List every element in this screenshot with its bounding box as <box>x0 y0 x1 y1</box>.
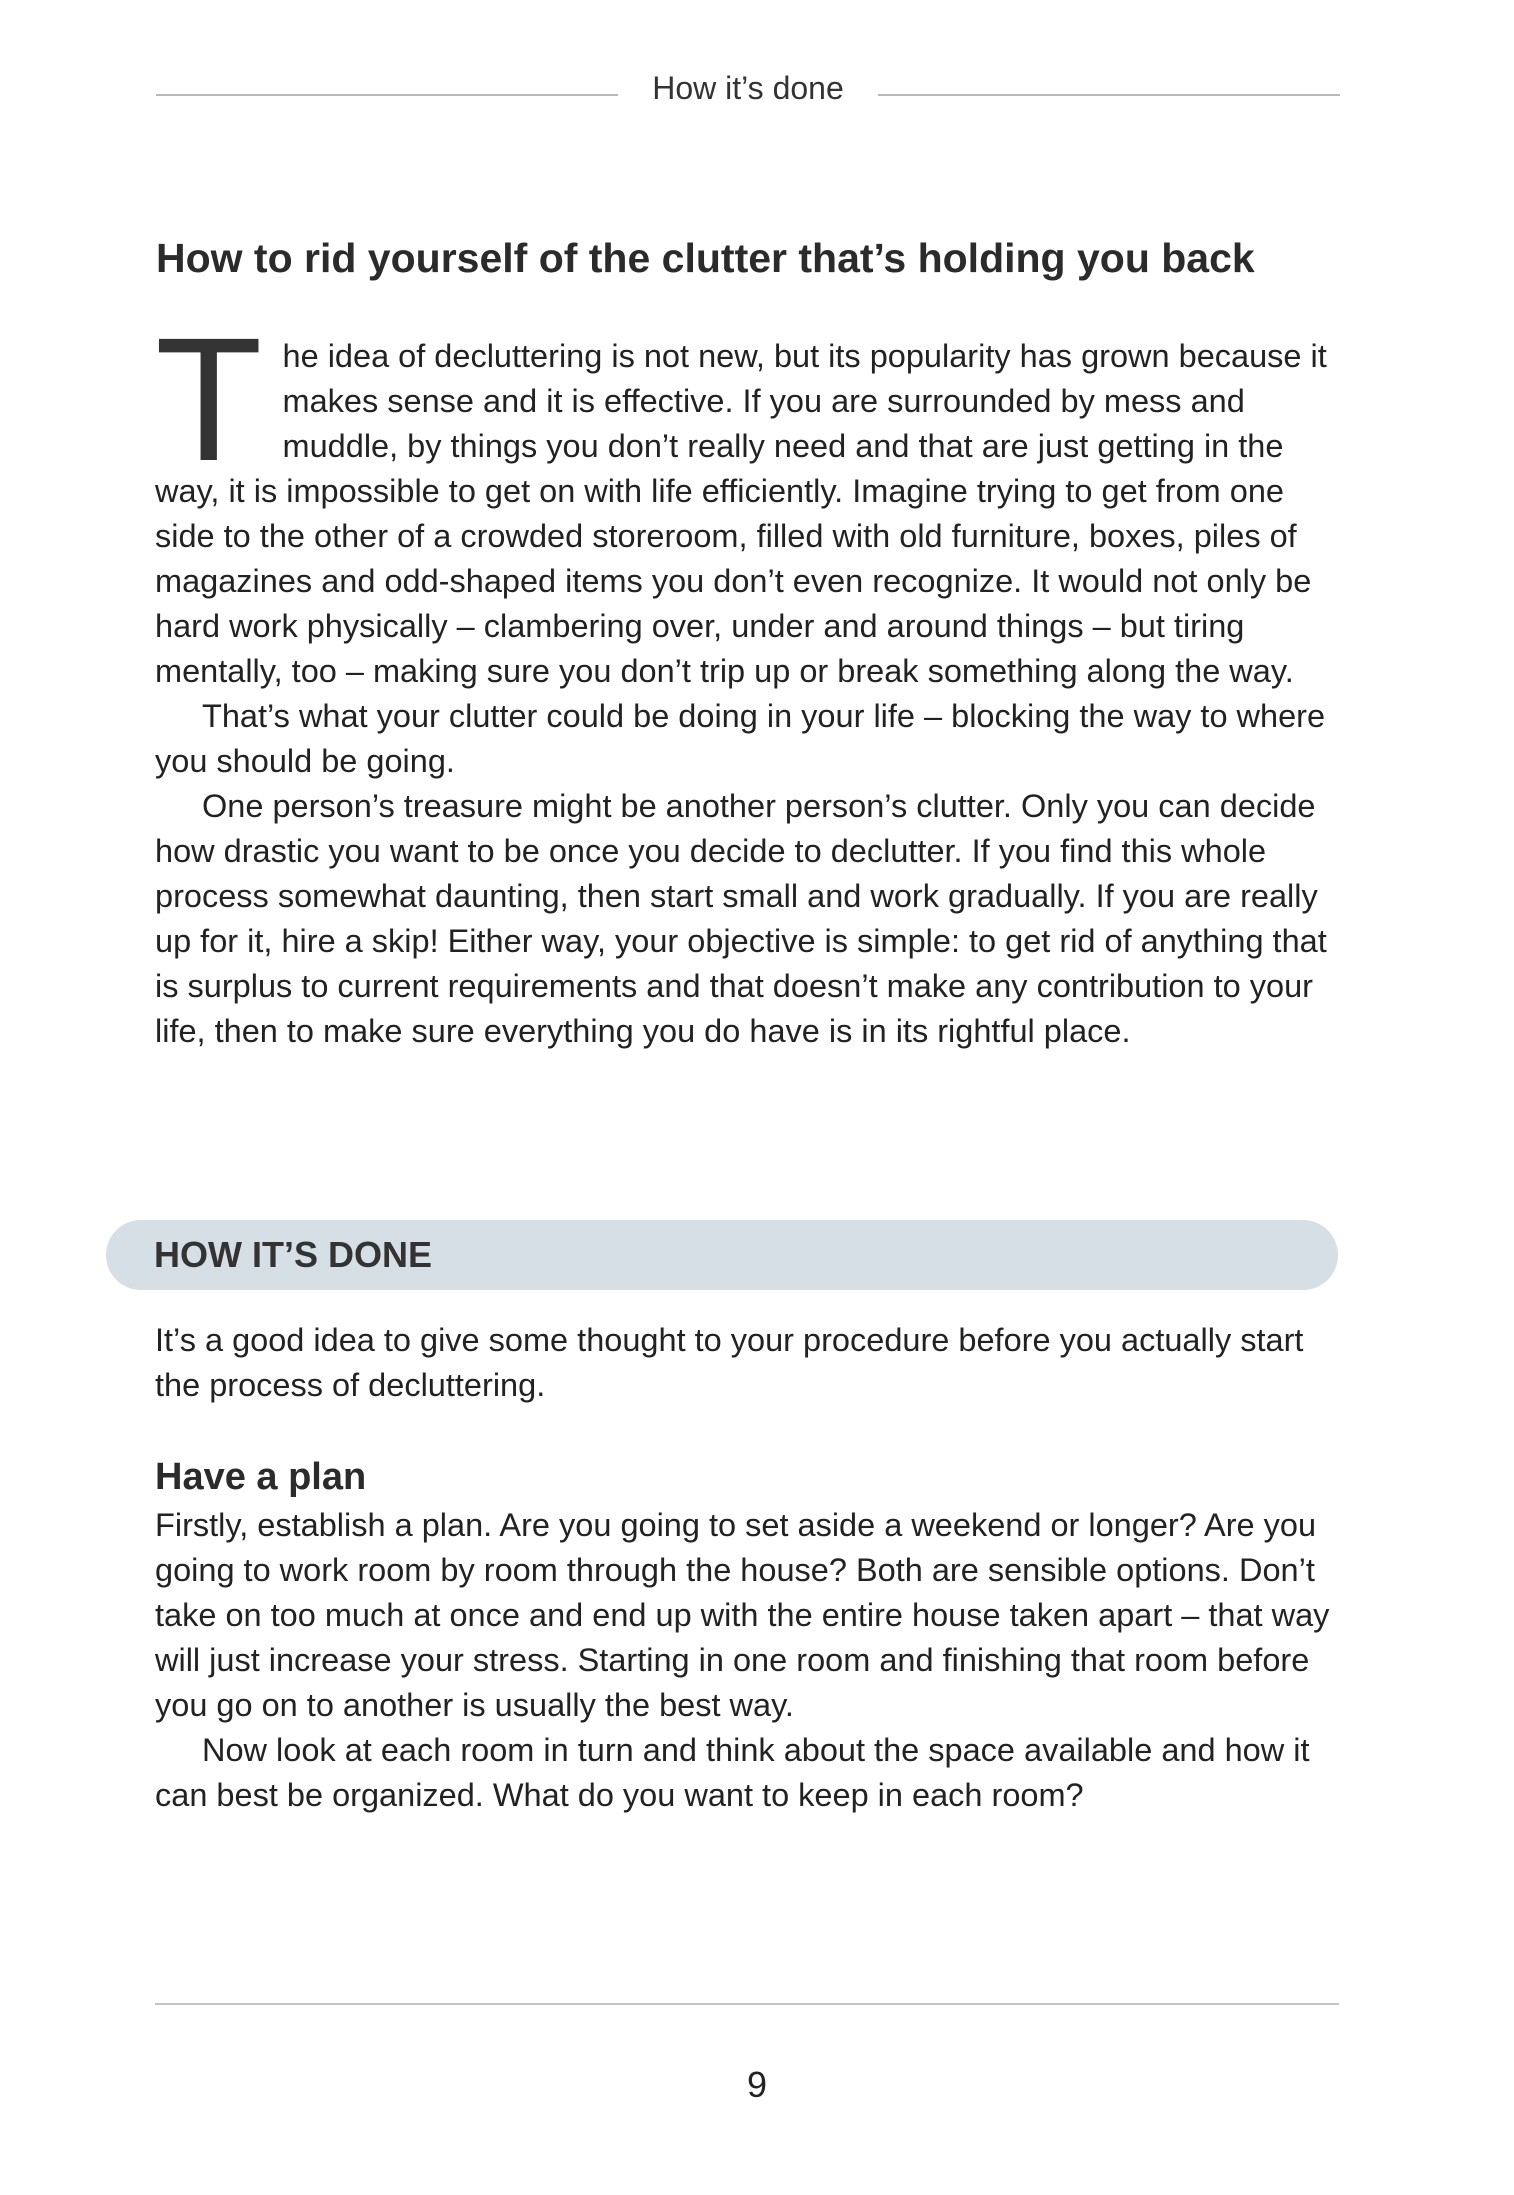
running-head <box>156 64 1340 112</box>
intro-text <box>155 302 1345 1054</box>
subheading-have-a-plan: Have a plan <box>155 1456 367 1498</box>
intro-paragraph-2: That’s what your clutter could be doing in your life – blocking the way to where you should be going. <box>155 698 1326 779</box>
section-intro <box>155 1318 1345 1408</box>
page-number: 9 <box>746 2064 768 2105</box>
section-heading-bar <box>106 1220 1338 1290</box>
plan-text <box>155 1503 1345 1818</box>
intro-paragraph-3: One person’s treasure might be another person’s clutter. Only you can decide how drastic you want to be once you decide to declutter. If you find this whole process somewhat daunting, then start small and work gradually. If you are really up for it, hire a skip! Either way, your objective is simple: to get rid of anything that is surplus to current requirements and that doesn’t make any contribution to your life, then to make sure everything you do have is in its rightful place. <box>155 788 1327 1049</box>
footer-rule <box>155 2003 1339 2005</box>
intro-paragraph <box>155 302 1345 694</box>
article-title: How to rid yourself of the clutter that’s holding you back <box>156 235 1255 281</box>
section-intro-paragraph: It’s a good idea to give some thought to your procedure before you actually start the process of decluttering. <box>155 1322 1304 1403</box>
intro-paragraph-text: he idea of decluttering is not new, but its popularity has grown because it makes sense and it is effective. If you are surrounded by mess and muddle, by things you don’t really need and that are just getting in the way, it is impossible to get on with life efficiently. Imagine trying to get from one side to the other of a crowded storeroom, filled with old furniture, boxes, piles of magazines and odd-shaped items you don’t even recognize. It would not only be hard work physically – clambering over, under and around things – but tiring mentally, too – making sure you don’t trip up or break something along the way. <box>155 338 1327 689</box>
drop-cap: T <box>155 302 263 498</box>
section-heading: HOW IT’S DONE <box>154 1234 432 1275</box>
plan-paragraph-1: Firstly, establish a plan. Are you going to set aside a weekend or longer? Are you going to work room by room through the house? Both are sensible options. Don’t take on too much at once and end up with the entire house taken apart – that way will just increase your stress. Starting in one room and finishing that room before you go on to another is usually the best way. <box>155 1507 1330 1723</box>
running-head-text: How it’s done <box>634 70 862 106</box>
plan-paragraph-2: Now look at each room in turn and think about the space available and how it can best be organized. What do you want to keep in each room? <box>155 1732 1310 1813</box>
